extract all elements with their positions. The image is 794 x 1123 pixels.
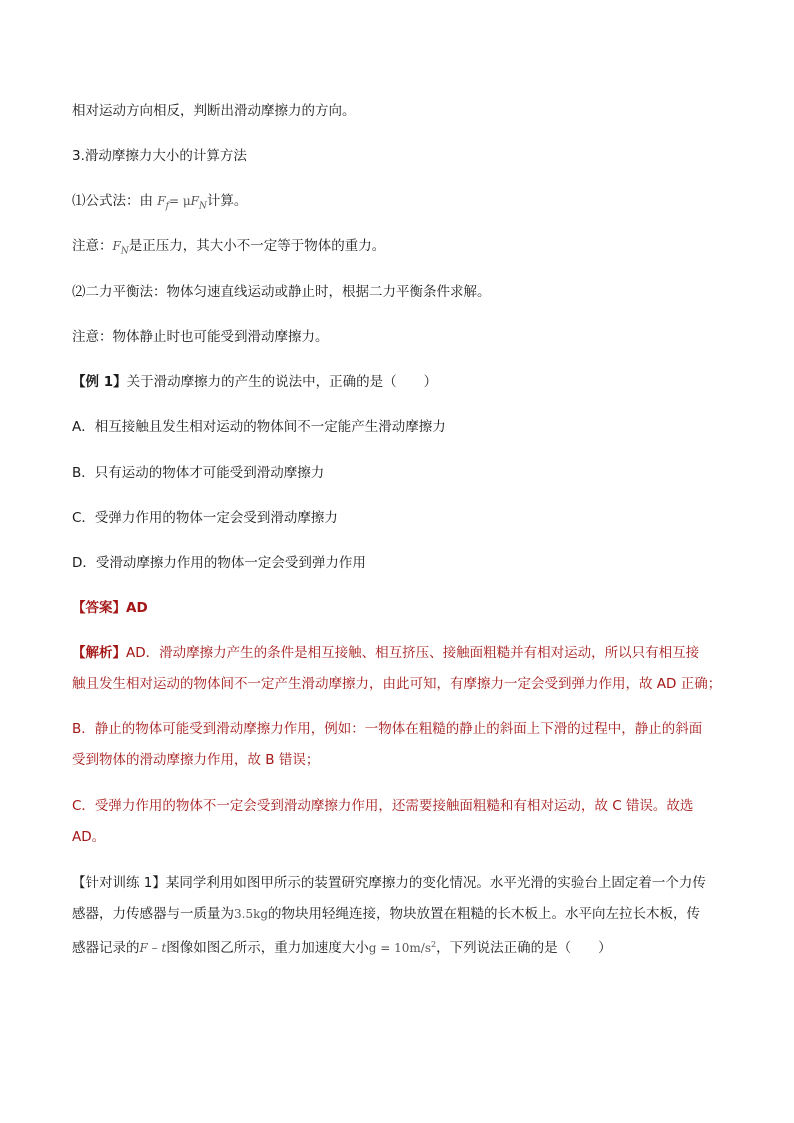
option-c: C．受弹力作用的物体一定会受到滑动摩擦力 <box>72 510 338 526</box>
text-line: ⑵二力平衡法：物体匀速直线运动或静止时，根据二力平衡条件求解。 <box>72 284 491 300</box>
math-subscript: N <box>198 201 207 212</box>
gravity-superscript: 2 <box>431 940 437 949</box>
training-tag: 【针对训练 1】 <box>72 875 166 891</box>
explanation-line: C．受弹力作用的物体不一定会受到滑动摩擦力作用，还需要接触面粗糙和有相对运动，故 C 错误。故选 <box>72 798 694 814</box>
option-b: B．只有运动的物体才可能受到滑动摩擦力 <box>72 465 325 481</box>
mass-value: 3.5kg <box>234 907 269 921</box>
math-ff <box>157 194 169 212</box>
training-question-line <box>72 935 612 958</box>
math-symbol: F <box>157 194 166 208</box>
text-line: 相对运动方向相反，判断出滑动摩擦力的方向。 <box>72 103 356 119</box>
math-fn <box>112 239 129 257</box>
text-line: 注意：物体静止时也可能受到滑动摩擦力。 <box>72 329 329 345</box>
text-span: ⑴公式法：由 <box>72 193 158 209</box>
explanation-line: 触且发生相对运动的物体间不一定产生滑动摩擦力，由此可知，有摩擦力一定会受到弹力作用，故 AD 正确； <box>72 676 722 692</box>
explanation-text: AD．滑动摩擦力产生的条件是相互接触、相互挤压、接触面粗糙并有相对运动，所以只有相互接 <box>126 645 700 661</box>
math-symbol: F <box>190 194 199 208</box>
explanation-tag: 【解析】 <box>72 645 126 661</box>
math-subscript: N <box>120 246 129 257</box>
explanation-line: B．静止的物体可能受到滑动摩擦力作用，例如：一物体在粗糙的静止的斜面上下滑的过程中，静止的斜面 <box>72 721 703 737</box>
math-ft: F – t <box>139 941 167 955</box>
text-span: 的物块用轻绳连接，物块放置在粗糙的长木板上。水平向左拉长木板，传 <box>268 906 701 922</box>
question-text: 关于滑动摩擦力的产生的说法中，正确的是（ ） <box>126 374 438 390</box>
math-subscript: f <box>165 201 169 212</box>
explanation-line <box>72 643 699 663</box>
training-text: 某同学利用如图甲所示的装置研究摩擦力的变化情况。水平光滑的实验台上固定着一个力传 <box>165 875 706 891</box>
math-fn <box>190 194 207 212</box>
text-span: 图像如图乙所示，重力加速度大小 <box>166 940 369 956</box>
math-eq: = μ <box>168 194 191 208</box>
gravity-value <box>369 941 436 955</box>
section-heading: 3.滑动摩擦力大小的计算方法 <box>72 148 247 164</box>
text-span: 是正压力，其大小不一定等于物体的重力。 <box>128 238 386 254</box>
formula-method-line <box>72 191 247 216</box>
text-span: 注意： <box>72 238 113 254</box>
option-a: A．相互接触且发生相对运动的物体间不一定能产生滑动摩擦力 <box>72 419 446 435</box>
text-span: 感器记录的 <box>72 940 140 956</box>
training-question-line <box>72 904 700 924</box>
example-question <box>72 372 437 392</box>
note-line <box>72 236 385 261</box>
gravity-text: g = 10m/s <box>368 941 431 955</box>
answer-tag: 【答案】 <box>72 600 126 616</box>
text-span: ，下列说法正确的是（ ） <box>436 940 612 956</box>
answer-line <box>72 598 148 618</box>
option-d: D．受滑动摩擦力作用的物体一定会受到弹力作用 <box>72 555 366 571</box>
math-symbol: F <box>112 239 121 253</box>
text-span: 感器，力传感器与一质量为 <box>72 906 234 922</box>
explanation-line: AD。 <box>72 829 106 845</box>
training-question-line <box>72 873 706 893</box>
text-span: 计算。 <box>206 193 248 209</box>
answer-value: AD <box>126 600 148 616</box>
explanation-line: 受到物体的滑动摩擦力作用，故 B 错误； <box>72 752 320 768</box>
example-tag: 【例 1】 <box>72 374 127 390</box>
